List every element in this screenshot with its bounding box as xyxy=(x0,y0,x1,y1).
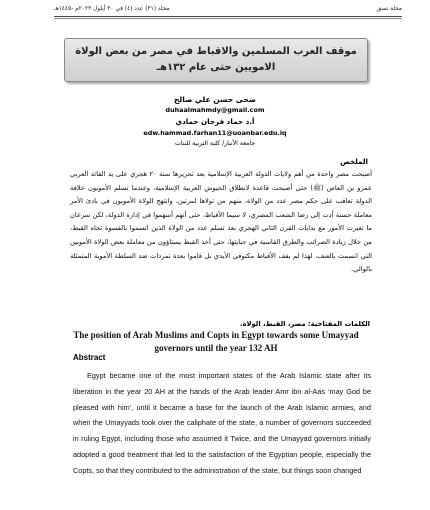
header-rule-thin xyxy=(54,18,402,19)
author-name-2: أ.د حماد فرحان حمادي xyxy=(175,117,255,126)
author-affiliation: جامعة الأنبار/ كلية التربية للبنات xyxy=(174,140,256,147)
running-header xyxy=(54,6,402,16)
journal-name: مجلة نسق xyxy=(376,6,402,12)
arabic-keywords: الكلمات المفتاحية: مصر، القبط، الولاة. xyxy=(239,320,370,328)
author-email-2[interactable]: edw.hammad.farhan11@uoanbar.edu.iq xyxy=(143,129,287,137)
author-name-1: ضحى حسن علي صالح xyxy=(174,95,256,104)
header-rule xyxy=(54,16,402,17)
issue-info: مجلد (٣١) عدد (٤) في ٣٠ أيلول ٢٠٢٣م -١٤٤٥هـ xyxy=(54,6,170,12)
author-email-1[interactable]: duhaalmahmdy@gmail.com xyxy=(165,106,265,114)
english-abstract-heading: Abstract xyxy=(73,353,106,362)
english-abstract-text: Egypt became one of the most important states of the Arab Islamic state after its liberation in the year 20 AH at the hands of the Arab leader Amr ibn al-Aas ‘may God be pleased with him’, until it became a base for the launch of the Arab Islamic armies, and when the Umayyads took over the caliphate of the state, a number of governors succeeded in ruling Egypt, including those who assumed it Twice, and the Umayyad governors initially adopted a good treatment that led to the satisfaction of the Egyptian people, especially the Copts, so that they contributed to the administration of the state, but things soon changed xyxy=(73,371,371,475)
english-title: The position of Arab Muslims and Copts in Egypt towards some Umayyad governors until the year 132 AH xyxy=(73,330,359,353)
arabic-title: موقف العرب المسلمين والاقباط في مصر من بعض الولاة الامويين حتى عام ١٣٢هـ xyxy=(64,38,368,82)
arabic-abstract-text: أصبحت مصر واحدة من أهم ولايات الدولة العربية الإسلامية بعد تحريرها سنة ٢٠ هجري على يد القائد العربي عمرو بن العاص (ﷺ) حتى أصبحت قاعدة لانطلاق الجيوش العربية الإسلامية، وعندما تسلم الأمويون خلافة الدولة تعاقب على حكم مصر عدد من الولاة، منهم من تولاها لمرتين، وانتهج الولاة الأمويون في بادئ الأمر معاملة حسنة أدت إلى رضا الشعب المصري، لا سيما الأقباط، حتى أنهم أسهموا في إدارة الدولة، لكن سرعان ما تغيرت الأمور مع بدايات القرن الثاني الهجري بعد تسلم عدد من الولاة الذين اتسموا بالقسوة تجاه القبط، من خلال زيادة الضرائب والطرق القاسية في جبايتها، حتى أخذ القبط يستاؤون من معاملة بعض الولاة الأمويين التي اتسمت بالعنف، لهذا لم يقف الأقباط مكتوفي الأيدي بل قاموا بعدة تمردات ضد السلطة الأموية المتمثلة بالوالي. xyxy=(70,170,373,274)
arabic-abstract-heading: الملخص xyxy=(340,157,368,166)
